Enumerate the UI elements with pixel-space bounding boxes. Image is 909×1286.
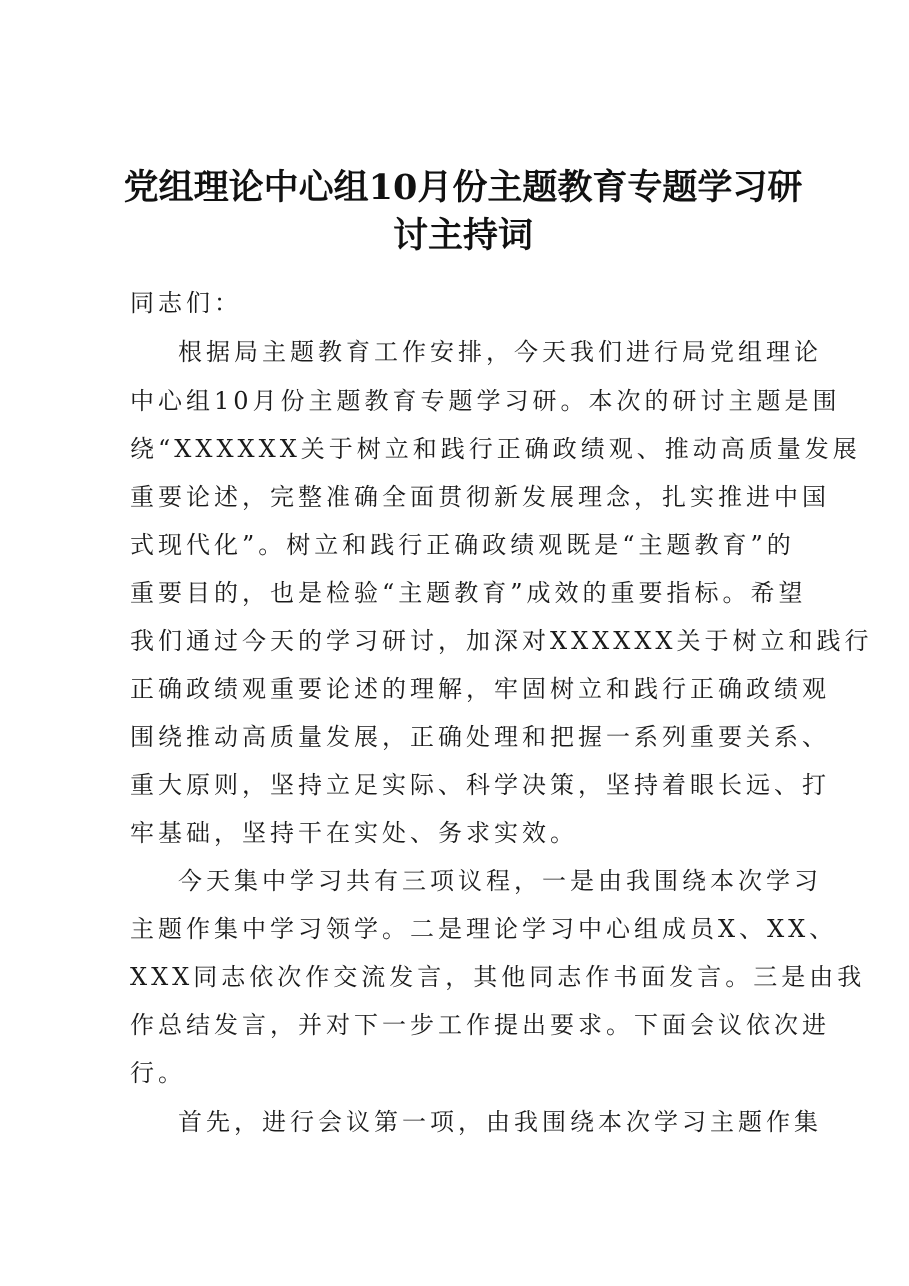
paragraph-1-line-6: 重要目的，也是检验“主题教育”成效的重要指标。希望 — [130, 579, 807, 607]
paragraph-1-line-5: 式现代化”。树立和践行正确政绩观既是“主题教育”的 — [130, 531, 795, 559]
paragraph-1-line-4: 重要论述，完整准确全面贯彻新发展理念，扎实推进中国 — [130, 483, 830, 511]
document-title-line-1: 党组理论中心组10月份主题教育专题学习研 — [123, 167, 803, 208]
paragraph-3-line-1: 首先，进行会议第一项，由我围绕本次学习主题作集 — [178, 1108, 822, 1136]
paragraph-1-line-7: 我们通过今天的学习研讨，加深对XXXXXX关于树立和践行 — [130, 627, 873, 655]
paragraph-1-line-8: 正确政绩观重要论述的理解，牢固树立和践行正确政绩观 — [130, 675, 830, 703]
paragraph-2-line-2: 主题作集中学习领学。二是理论学习中心组成员X、XX、 — [130, 915, 838, 943]
paragraph-2-line-4: 作总结发言，并对下一步工作提出要求。下面会议依次进 — [130, 1011, 830, 1039]
paragraph-1-line-1: 根据局主题教育工作安排，今天我们进行局党组理论 — [178, 338, 822, 366]
paragraph-1-line-11: 牢基础，坚持干在实处、务求实效。 — [130, 819, 578, 847]
paragraph-1-line-3: 绕“XXXXXX关于树立和践行正确政绩观、推动高质量发展 — [130, 435, 861, 463]
paragraph-2-line-5: 行。 — [130, 1059, 186, 1087]
salutation: 同志们： — [130, 289, 242, 317]
document-title-line-2: 讨主持词 — [392, 215, 533, 256]
paragraph-1-line-10: 重大原则，坚持立足实际、科学决策，坚持着眼长远、打 — [130, 771, 830, 799]
paragraph-1-line-2: 中心组10月份主题教育专题学习研。本次的研讨主题是围 — [130, 387, 841, 415]
paragraph-1-line-9: 围绕推动高质量发展，正确处理和把握一系列重要关系、 — [130, 723, 830, 751]
paragraph-2-line-3: XXX同志依次作交流发言，其他同志作书面发言。三是由我 — [130, 963, 866, 991]
paragraph-2-line-1: 今天集中学习共有三项议程，一是由我围绕本次学习 — [178, 867, 822, 895]
